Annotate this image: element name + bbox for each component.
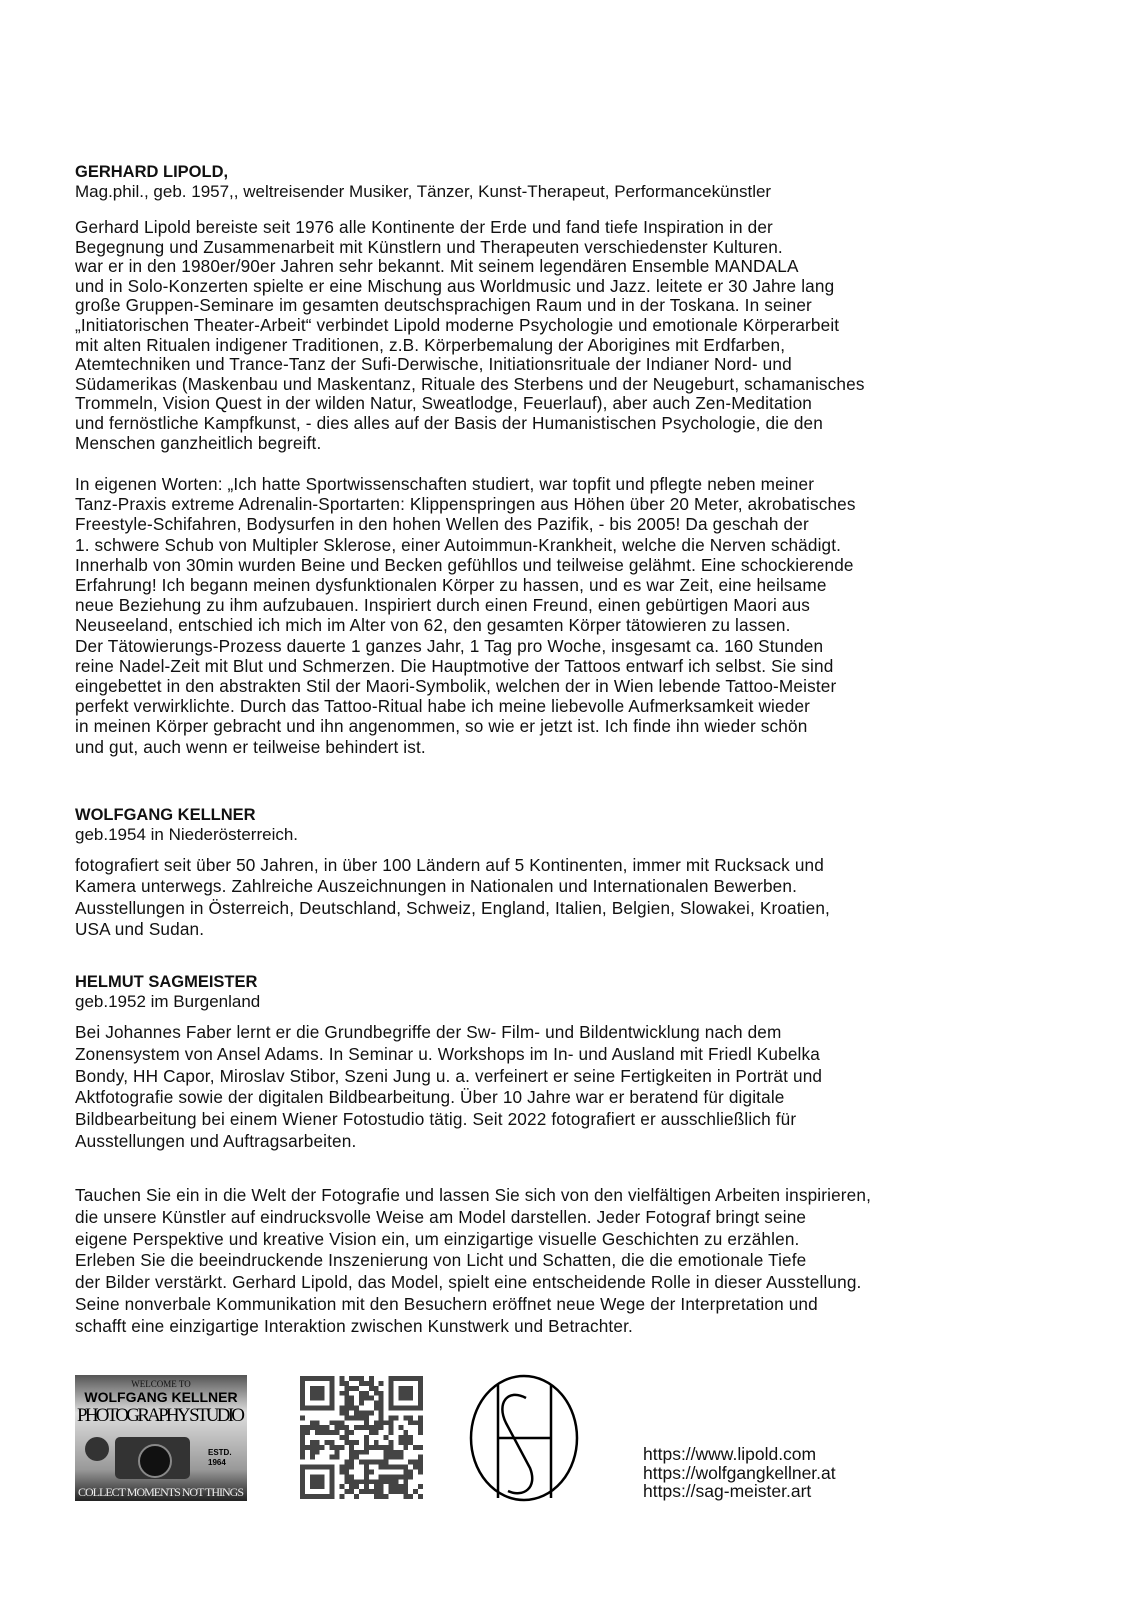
text-line: und in Solo-Konzerten spielte er eine Mischung aus Worldmusic und Jazz. leitete er 30 Jahre lang <box>75 275 835 296</box>
text-line: In eigenen Worten: „Ich hatte Sportwissenschaften studiert, war topfit und pflegte neben meiner <box>75 474 815 494</box>
text-line: Innerhalb von 30min wurden Beine und Becken gefühllos und teilweise gelähmt. Eine schockierende <box>75 554 854 575</box>
text-line: war er in den 1980er/90er Jahren sehr bekannt. Mit seinem legendären Ensemble MANDALA <box>75 256 799 277</box>
text-line: große Gruppen-Seminare im gesamten deutschsprachigen Raum und in der Toskana. In seiner <box>75 295 812 316</box>
text-line: Bei Johannes Faber lernt er die Grundbegriffe der Sw- Film- und Bildentwicklung nach dem <box>75 1022 782 1042</box>
text-line: „Initiatorischen Theater-Arbeit“ verbindet Lipold moderne Psychologie und emotionale Körperarbeit <box>75 314 840 335</box>
text-line: Der Tätowierungs-Prozess dauerte 1 ganzes Jahr, 1 Tag pro Woche, insgesamt ca. 160 Stunden <box>75 635 824 656</box>
text-line: neue Beziehung zu ihm aufzubauen. Inspiriert durch einen Freund, einen gebürtigen Maori aus <box>75 595 811 616</box>
studio-logo-image <box>75 1375 247 1501</box>
lipold-quote <box>75 474 856 757</box>
text-line: schafft eine einzigartige Interaktion zwischen Kunstwerk und Betrachter. <box>75 1315 633 1336</box>
url-kellner[interactable]: https://wolfgangkellner.at <box>643 1462 836 1483</box>
lipold-name: GERHARD LIPOLD, <box>75 163 229 181</box>
text-line: der Bilder verstärkt. Gerhard Lipold, das Model, spielt eine entscheidende Rolle in dieser Ausstellung. <box>75 1272 862 1293</box>
text-line: Atemtechniken und Trance-Tanz der Sufi-Derwische, Initiationsrituale der Indianer Nord- und <box>75 354 792 375</box>
logo-name: WOLFGANG KELLNER <box>84 1389 238 1405</box>
text-line: fotografiert seit über 50 Jahren, in über 100 Ländern auf 5 Kontinenten, immer mit Rucksack und <box>75 855 824 875</box>
text-line: Seine nonverbale Kommunikation mit den Besuchern eröffnet neue Wege der Interpretation und <box>75 1293 818 1314</box>
text-line: Menschen ganzheitlich begreift. <box>75 432 322 453</box>
text-line: Freestyle-Schifahren, Bodysurfen in den hohen Wellen des Pazifik, - bis 2005! Da geschah der <box>75 514 809 535</box>
text-line: die unsere Künstler auf eindrucksvolle Weise am Model darstellen. Jeder Fotograf bringt seine <box>75 1206 807 1227</box>
text-line: Trommeln, Vision Quest in der wilden Natur, Sweatlodge, Feuerlauf), aber auch Zen-Meditation <box>75 393 812 414</box>
kellner-name: WOLFGANG KELLNER <box>75 806 256 824</box>
kellner-subtitle: geb.1954 in Niederösterreich. <box>75 825 299 844</box>
sagmeister-section <box>75 972 260 1012</box>
text-line: USA und Sudan. <box>75 918 205 939</box>
hs-monogram-logo <box>468 1373 580 1503</box>
text-line: Neuseeland, entschied ich mich im Alter von 62, den gesamten Körper tätowieren zu lassen. <box>75 615 791 636</box>
text-line: Aktfotografie sowie der digitalen Bildbearbeitung. Über 10 Jahre war er beratend für digitale <box>75 1087 785 1108</box>
text-line: reine Nadel-Zeit mit Blut und Schmerzen. Die Hauptmotive der Tattoos entwarf ich selbst. Sie sind <box>75 655 834 676</box>
closing-text <box>75 1185 871 1338</box>
logo-welcome: WELCOME TO <box>131 1379 191 1389</box>
text-line: perfekt verwirklichte. Durch das Tattoo-Ritual habe ich meine liebevolle Aufmerksamkeit wieder <box>75 696 811 717</box>
sagmeister-name: HELMUT SAGMEISTER <box>75 973 258 991</box>
text-line: Erfahrung! Ich begann meinen dysfunktionalen Körper zu hassen, und es war Zeit, eine heilsame <box>75 575 827 596</box>
text-line: Bildbearbeitung bei einem Wiener Fotostudio tätig. Seit 2022 fotografiert er ausschließlich für <box>75 1109 797 1130</box>
qr-code[interactable] <box>300 1375 423 1500</box>
lipold-section <box>75 162 771 202</box>
kellner-bio <box>75 855 830 940</box>
text-line: Gerhard Lipold bereiste seit 1976 alle Kontinente der Erde und fand tiefe Inspiration in der <box>75 217 773 237</box>
logo-studio: PHOTOGRAPHY STUDIO <box>77 1405 245 1426</box>
logo-year: 1964 <box>208 1458 226 1467</box>
text-line: Bondy, HH Capor, Miroslav Stibor, Szeni Jung u. a. verfeinert er seine Fertigkeiten in Porträt und <box>75 1065 823 1086</box>
text-line: in meinen Körper gebracht und ihn angenommen, so wie er jetzt ist. Ich finde ihn wieder schön <box>75 716 808 737</box>
text-line: Südamerikas (Maskenbau und Maskentanz, Rituale des Sterbens und der Neugeburt, schamanisches <box>75 373 865 394</box>
text-line: 1. schwere Schub von Multipler Sklerose, einer Autoimmun-Krankheit, welche die Nerven schädigt. <box>75 534 842 555</box>
kellner-section <box>75 805 298 845</box>
lipold-subtitle: Mag.phil., geb. 1957,, weltreisender Musiker, Tänzer, Kunst-Therapeut, Performancekünstler <box>75 182 772 201</box>
url-sagmeister[interactable]: https://sag-meister.art <box>643 1481 812 1501</box>
text-line: Zonensystem von Ansel Adams. In Seminar u. Workshops im In- und Ausland mit Friedl Kubelka <box>75 1043 820 1064</box>
logo-motto: COLLECT MOMENTS NOT THINGS <box>78 1485 244 1499</box>
url-lipold[interactable]: https://www.lipold.com <box>643 1444 817 1464</box>
sagmeister-subtitle: geb.1952 im Burgenland <box>75 992 261 1011</box>
text-line: Ausstellungen und Auftragsarbeiten. <box>75 1130 357 1151</box>
text-line: Kamera unterwegs. Zahlreiche Auszeichnungen in Nationalen und Internationalen Bewerben. <box>75 876 798 897</box>
text-line: Tanz-Praxis extreme Adrenalin-Sportarten: Klippenspringen aus Höhen über 20 Meter, akrobatisches <box>75 494 856 515</box>
text-line: Ausstellungen in Österreich, Deutschland, Schweiz, England, Italien, Belgien, Slowakei, Kroatien, <box>75 897 830 918</box>
text-line: mit alten Ritualen indigener Traditionen, z.B. Körperbemalung der Aborigines mit Erdfarben, <box>75 334 786 355</box>
logo-estd: ESTD. <box>208 1448 232 1457</box>
sagmeister-bio <box>75 1022 822 1153</box>
text-line: Begegnung und Zusammenarbeit mit Künstlern und Therapeuten verschiedenster Kulturen. <box>75 236 783 257</box>
text-line: Erleben Sie die beeindruckende Inszenierung von Licht und Schatten, die die emotionale Tiefe <box>75 1250 807 1271</box>
website-links <box>643 1445 836 1501</box>
lipold-bio <box>75 218 865 453</box>
text-line: und fernöstliche Kampfkunst, - dies alles auf der Basis der Humanistischen Psychologie, die den <box>75 412 823 433</box>
text-line: eingebettet in den abstrakten Stil der Maori-Symbolik, welchen der in Wien lebende Tattoo-Meister <box>75 676 837 697</box>
text-line: und gut, auch wenn er teilweise behindert ist. <box>75 736 426 757</box>
text-line: Tauchen Sie ein in die Welt der Fotografie und lassen Sie sich von den vielfältigen Arbeiten inspirieren, <box>75 1185 872 1205</box>
text-line: eigene Perspektive und kreative Vision ein, um einzigartige visuelle Geschichten zu erzählen. <box>75 1228 800 1249</box>
